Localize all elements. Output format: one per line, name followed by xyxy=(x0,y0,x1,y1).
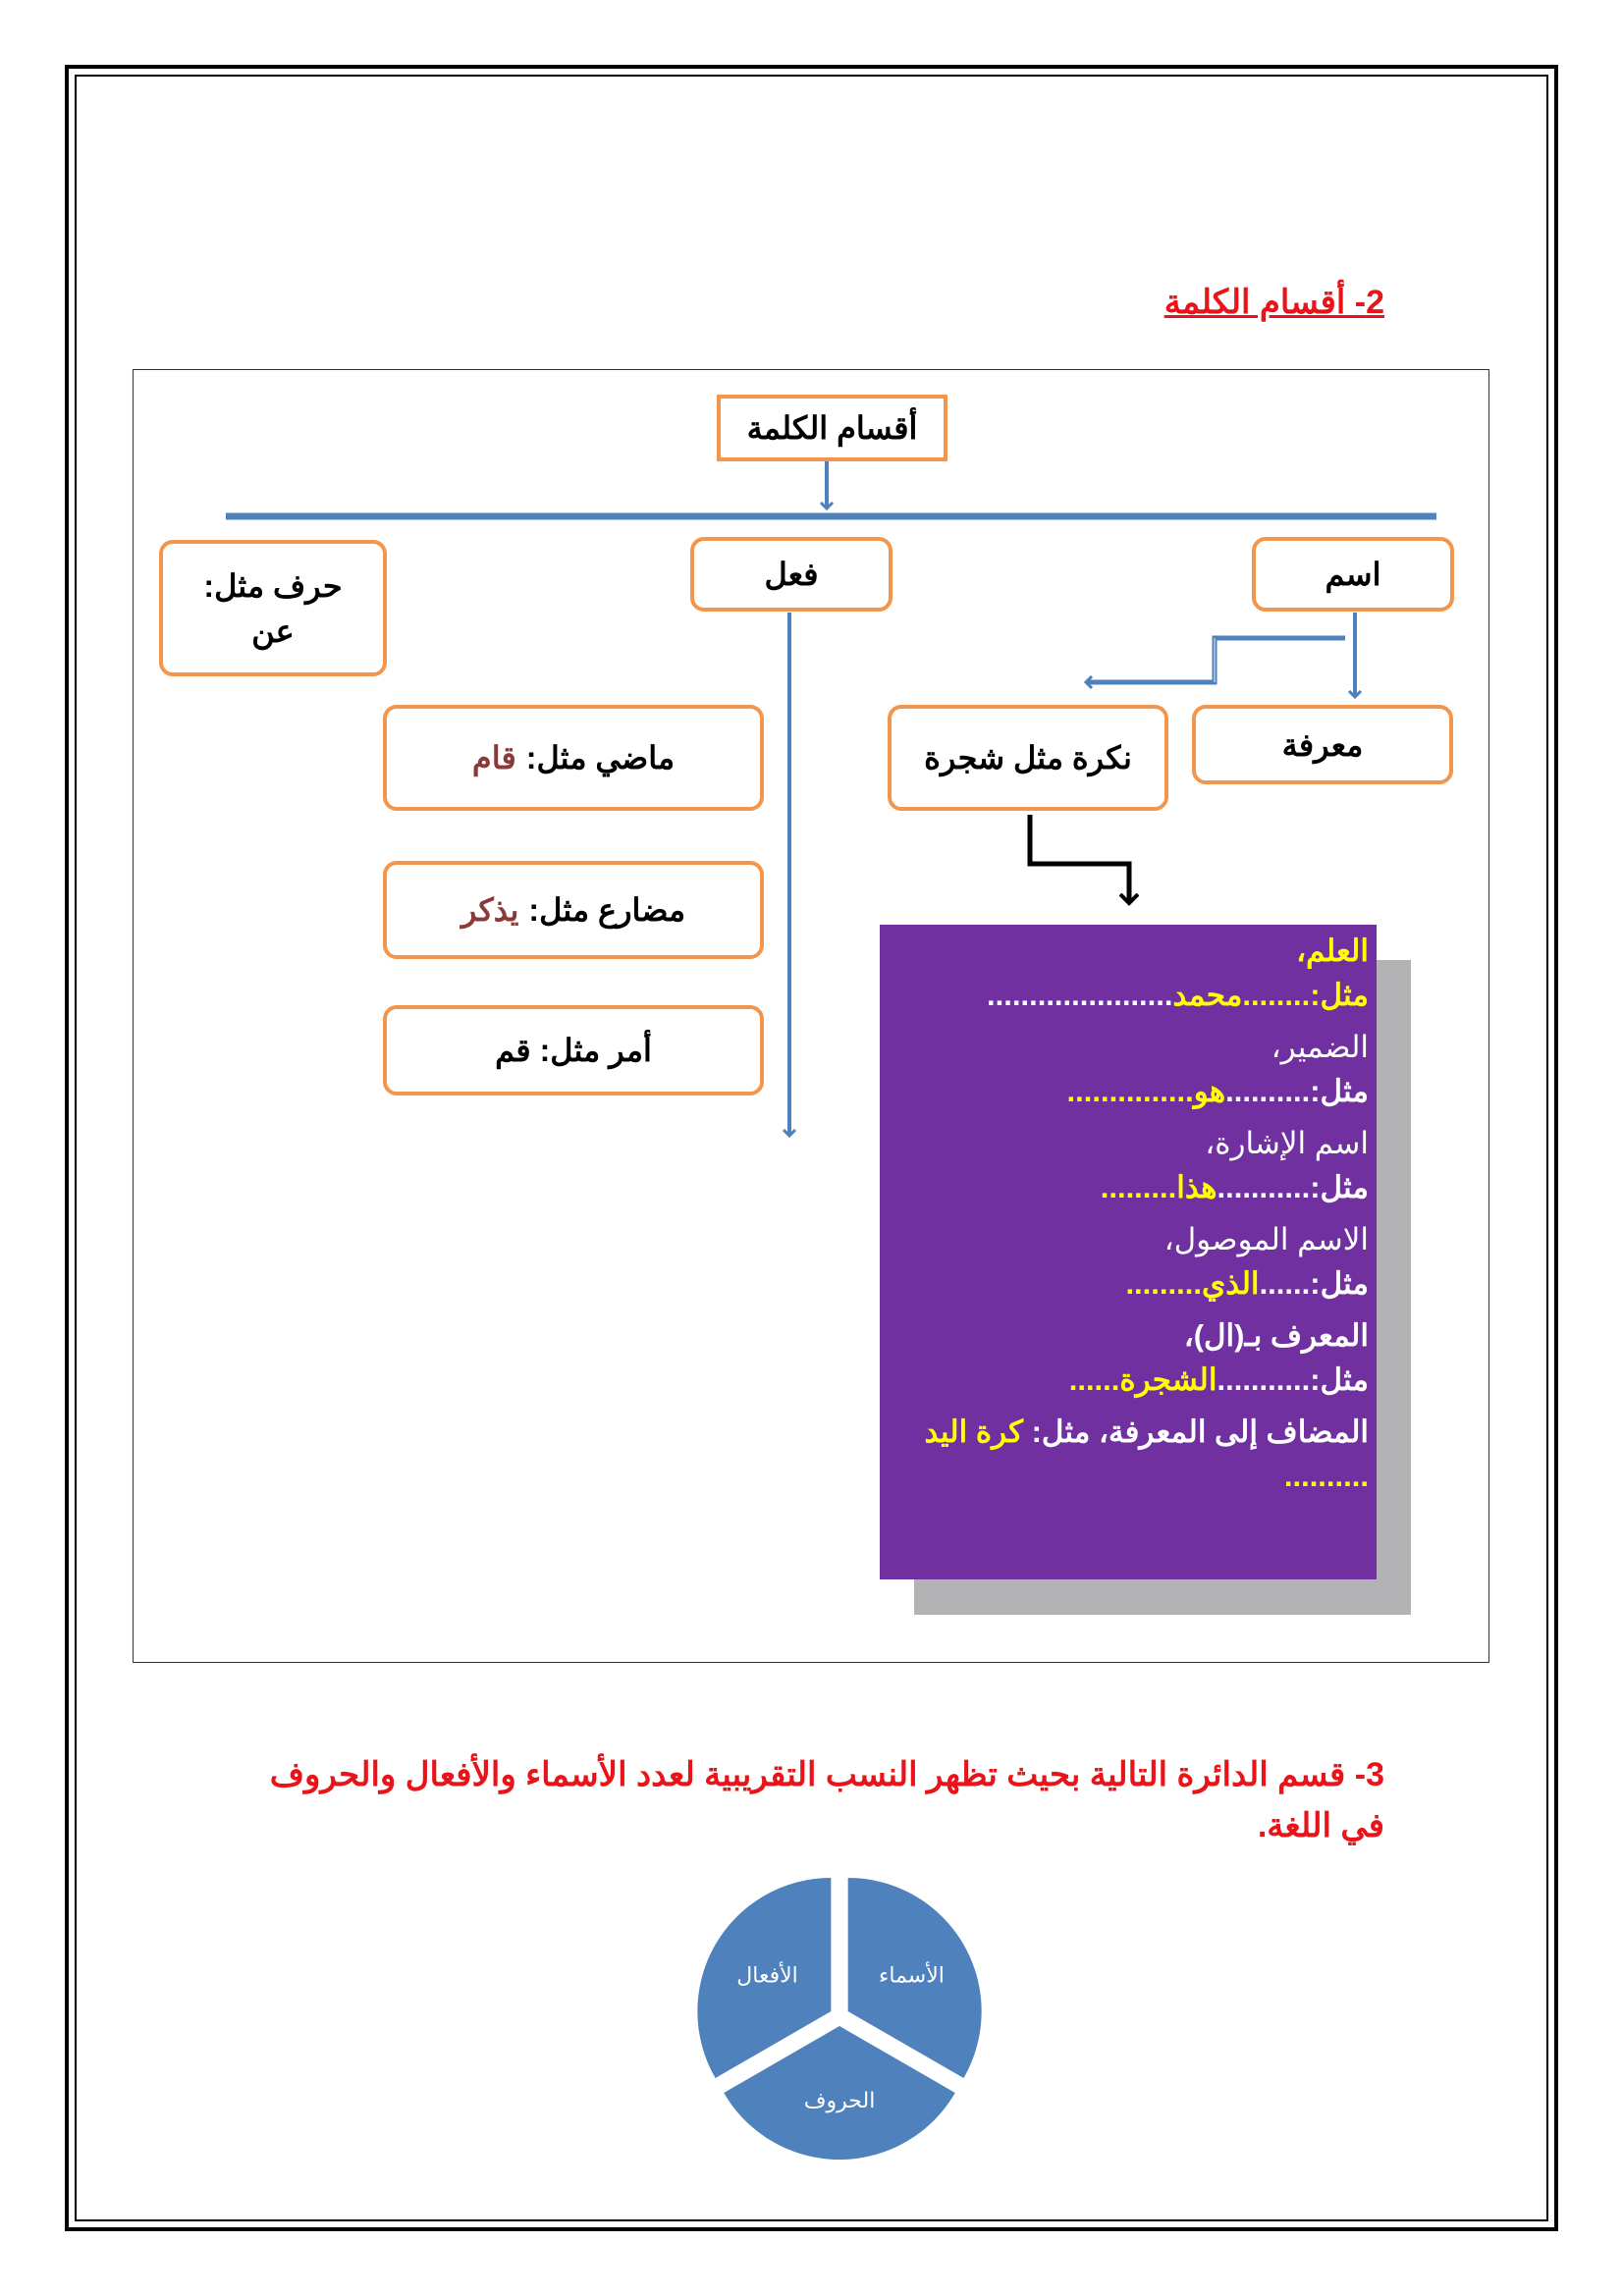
past-example: قام xyxy=(471,740,516,775)
pie-slice-label: الحروف xyxy=(803,2088,876,2113)
particle-example: عن xyxy=(251,613,295,649)
section-3-heading: 3- قسم الدائرة التالية بحيث تظهر النسب التقريبية لعدد الأسماء والأفعال والحروف في اللغة. xyxy=(269,1756,1384,1844)
definite-type-proper-noun: العلم، مثل:........محمد...................... xyxy=(987,934,1369,1012)
pie-slice-label: الأسماء xyxy=(879,1963,945,1989)
definite-node: معرفة xyxy=(1192,705,1453,784)
root-node: أقسام الكلمة xyxy=(717,395,947,461)
imperative-node: أمر مثل: قم xyxy=(383,1005,764,1095)
noun-node: اسم xyxy=(1252,537,1454,612)
past-label: ماضي مثل: xyxy=(525,740,676,775)
present-example: يذكر xyxy=(460,892,519,928)
section-2-heading: 2- أقسام الكلمة xyxy=(1163,284,1384,321)
present-label: مضارع مثل: xyxy=(528,892,686,928)
indefinite-node: نكرة مثل شجرة xyxy=(888,705,1168,811)
definite-type-al: المعرف بـ(ال)، مثل:...........الشجرة...... xyxy=(1068,1318,1369,1397)
verb-node: فعل xyxy=(690,537,893,612)
definite-type-demonstrative: اسم الإشارة، مثل:...........هذا......... xyxy=(1100,1126,1369,1204)
definite-type-relative: الاسم الموصول، مثل:......الذي......... xyxy=(1125,1222,1369,1301)
definite-type-pronoun: الضمير، مثل:..........هو............... xyxy=(1066,1030,1369,1108)
pie-slice-label: الأفعال xyxy=(736,1963,798,1989)
particle-label: حرف مثل: xyxy=(203,567,343,604)
definite-type-idafa: المضاف إلى المعرفة، مثل: كرة اليد .......... xyxy=(924,1415,1369,1493)
